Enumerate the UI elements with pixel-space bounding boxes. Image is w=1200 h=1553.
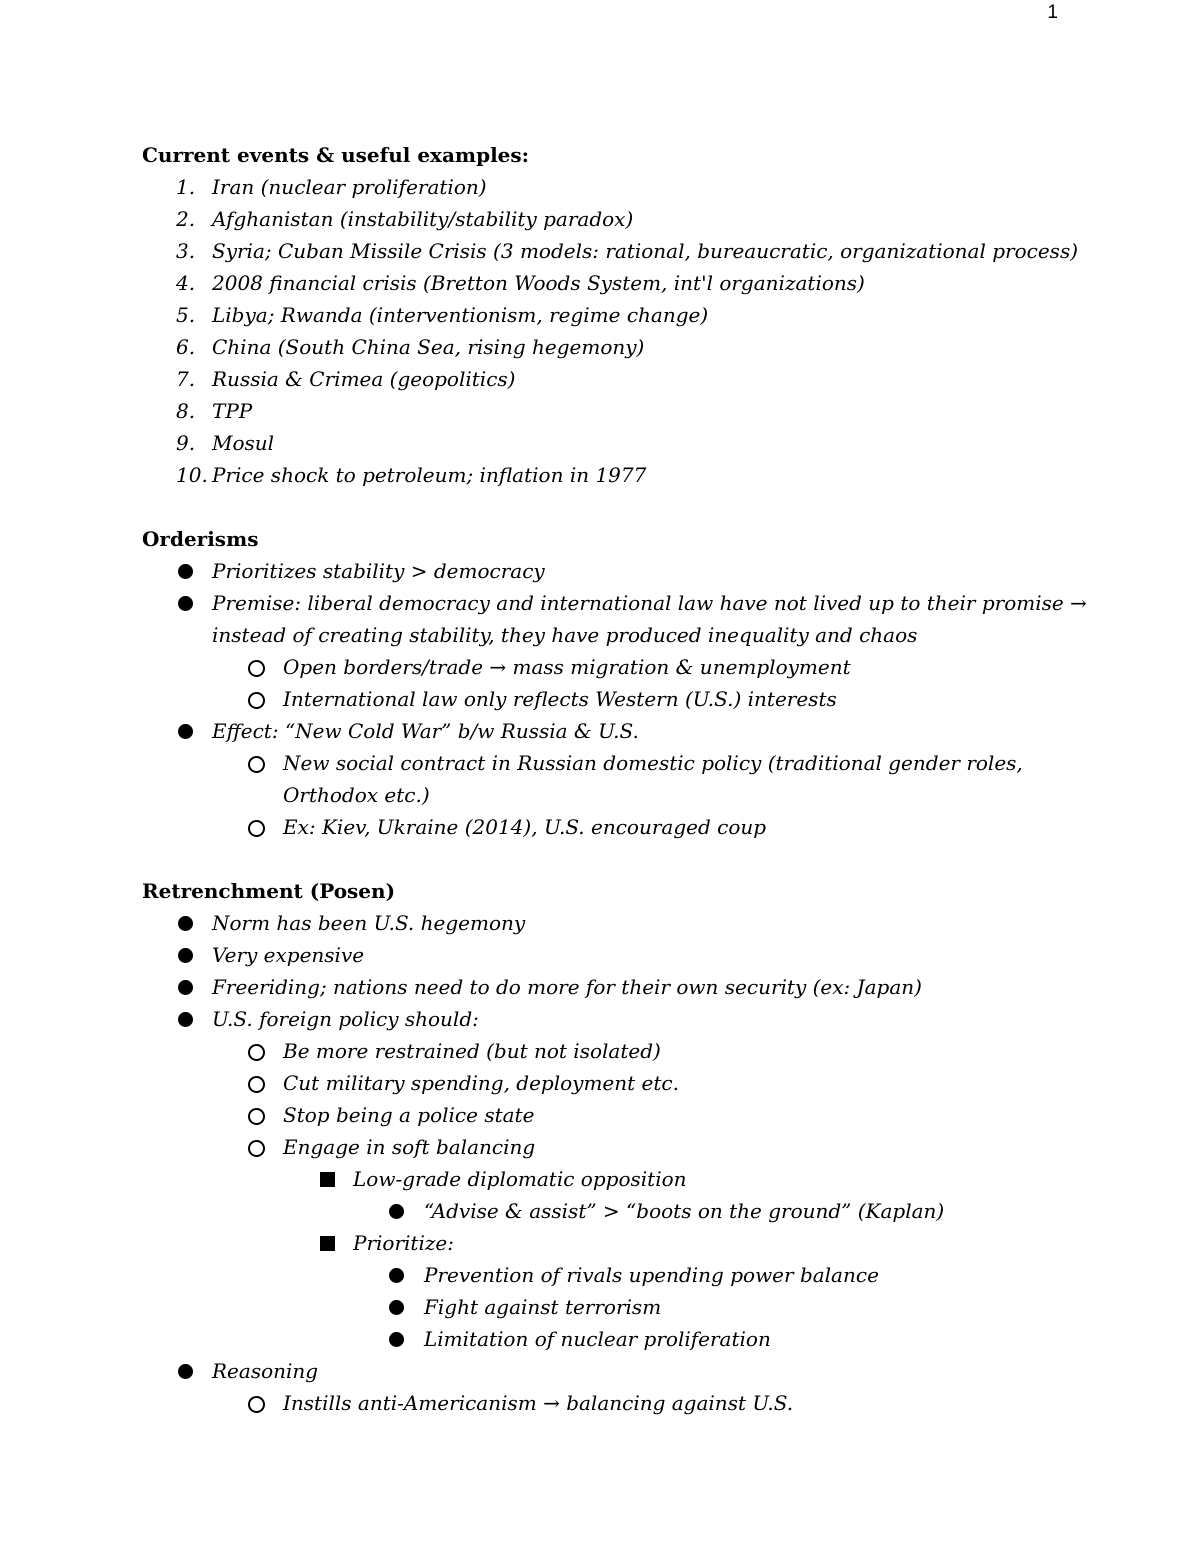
bullet-text: Fight against terrorism — [424, 1295, 662, 1319]
filled-bullet-icon — [389, 1300, 404, 1315]
hollow-bullet-icon — [248, 1140, 265, 1157]
item-number: 4. — [176, 271, 196, 295]
filled-bullet-icon — [389, 1204, 404, 1219]
bullet-item — [142, 939, 1142, 971]
item-number: 10. — [176, 463, 208, 487]
sub-bullet-item-continuation — [142, 779, 1142, 811]
level4-bullet-item — [142, 1195, 1142, 1227]
filled-bullet-icon — [178, 916, 193, 931]
hollow-bullet-icon — [248, 1396, 265, 1413]
numbered-item — [142, 363, 1142, 395]
item-number: 3. — [176, 239, 196, 263]
bullet-text: “Advise & assist” > “boots on the ground” (Kaplan) — [424, 1199, 945, 1223]
bullet-text: Open borders/trade → mass migration & unemployment — [283, 655, 851, 679]
spacer — [142, 843, 1142, 875]
filled-bullet-icon — [389, 1332, 404, 1347]
item-text: 2008 financial crisis (Bretton Woods System, int'l organizations) — [212, 271, 865, 295]
bullet-text: Cut military spending, deployment etc. — [283, 1071, 679, 1095]
filled-bullet-icon — [178, 1012, 193, 1027]
hollow-bullet-icon — [248, 1044, 265, 1061]
bullet-item — [142, 971, 1142, 1003]
bullet-text: Engage in soft balancing — [283, 1135, 536, 1159]
item-number: 1. — [176, 175, 196, 199]
item-text: Price shock to petroleum; inflation in 1977 — [212, 463, 647, 487]
bullet-text: Ex: Kiev, Ukraine (2014), U.S. encouraged coup — [283, 815, 767, 839]
document-body — [142, 139, 1142, 1419]
hollow-bullet-icon — [248, 692, 265, 709]
item-text: Afghanistan (instability/stability paradox) — [212, 207, 634, 231]
sub-bullet-item — [142, 747, 1142, 779]
bullet-item — [142, 1355, 1142, 1387]
sub-bullet-item — [142, 1131, 1142, 1163]
item-text: Russia & Crimea (geopolitics) — [212, 367, 516, 391]
filled-bullet-icon — [178, 564, 193, 579]
filled-bullet-icon — [178, 596, 193, 611]
spacer — [142, 491, 1142, 523]
numbered-item — [142, 427, 1142, 459]
bullet-text: Low-grade diplomatic opposition — [353, 1167, 687, 1191]
filled-bullet-icon — [178, 1364, 193, 1379]
bullet-item — [142, 715, 1142, 747]
numbered-item — [142, 267, 1142, 299]
level4-bullet-item — [142, 1323, 1142, 1355]
sub-bullet-item — [142, 811, 1142, 843]
sub-bullet-item — [142, 1099, 1142, 1131]
bullet-item — [142, 1003, 1142, 1035]
filled-bullet-icon — [178, 724, 193, 739]
bullet-text: Effect: “New Cold War” b/w Russia & U.S. — [212, 719, 639, 743]
filled-bullet-icon — [178, 948, 193, 963]
bullet-text: U.S. foreign policy should: — [212, 1007, 479, 1031]
hollow-bullet-icon — [248, 660, 265, 677]
item-number: 7. — [176, 367, 196, 391]
numbered-item — [142, 235, 1142, 267]
bullet-text: Prioritizes stability > democracy — [212, 559, 545, 583]
bullet-text: instead of creating stability, they have produced inequality and chaos — [212, 623, 918, 647]
bullet-item — [142, 907, 1142, 939]
sub-sub-bullet-item — [142, 1163, 1142, 1195]
item-number: 6. — [176, 335, 196, 359]
numbered-item — [142, 171, 1142, 203]
hollow-bullet-icon — [248, 1108, 265, 1125]
bullet-text: Freeriding; nations need to do more for their own security (ex: Japan) — [212, 975, 922, 999]
item-number: 9. — [176, 431, 196, 455]
sub-bullet-item — [142, 1387, 1142, 1419]
hollow-bullet-icon — [248, 1076, 265, 1093]
sub-sub-bullet-item — [142, 1227, 1142, 1259]
sub-bullet-item — [142, 651, 1142, 683]
bullet-text: Prioritize: — [353, 1231, 454, 1255]
numbered-item — [142, 299, 1142, 331]
bullet-text: Instills anti-Americanism → balancing against U.S. — [283, 1391, 794, 1415]
numbered-item — [142, 395, 1142, 427]
bullet-text: Prevention of rivals upending power balance — [424, 1263, 879, 1287]
page-number: 1 — [1047, 2, 1058, 23]
filled-bullet-icon — [389, 1268, 404, 1283]
item-number: 2. — [176, 207, 196, 231]
item-number: 5. — [176, 303, 196, 327]
sub-bullet-item — [142, 683, 1142, 715]
bullet-text: Reasoning — [212, 1359, 319, 1383]
bullet-text: Orthodox etc.) — [283, 783, 430, 807]
section-heading-current-events: Current events & useful examples: — [142, 143, 530, 167]
bullet-text: Very expensive — [212, 943, 365, 967]
hollow-bullet-icon — [248, 820, 265, 837]
level4-bullet-item — [142, 1291, 1142, 1323]
filled-bullet-icon — [178, 980, 193, 995]
square-bullet-icon — [320, 1236, 335, 1251]
item-text: Syria; Cuban Missile Crisis (3 models: rational, bureaucratic, organizational process) — [212, 239, 1079, 263]
item-number: 8. — [176, 399, 196, 423]
bullet-text: Limitation of nuclear proliferation — [424, 1327, 771, 1351]
item-text: Libya; Rwanda (interventionism, regime change) — [212, 303, 709, 327]
bullet-text: Premise: liberal democracy and international law have not lived up to their promise → — [212, 591, 1087, 615]
numbered-item — [142, 203, 1142, 235]
section-heading-orderisms: Orderisms — [142, 527, 259, 551]
section-heading-retrenchment: Retrenchment (Posen) — [142, 879, 396, 903]
item-text: Iran (nuclear proliferation) — [212, 175, 487, 199]
item-text: Mosul — [212, 431, 275, 455]
item-text: China (South China Sea, rising hegemony) — [212, 335, 645, 359]
bullet-text: Norm has been U.S. hegemony — [212, 911, 526, 935]
square-bullet-icon — [320, 1172, 335, 1187]
sub-bullet-item — [142, 1035, 1142, 1067]
numbered-item — [142, 459, 1142, 491]
bullet-text: New social contract in Russian domestic policy (traditional gender roles, — [283, 751, 1023, 775]
numbered-item — [142, 331, 1142, 363]
level4-bullet-item — [142, 1259, 1142, 1291]
bullet-text: Stop being a police state — [283, 1103, 535, 1127]
hollow-bullet-icon — [248, 756, 265, 773]
bullet-item-continuation — [142, 619, 1142, 651]
bullet-text: Be more restrained (but not isolated) — [283, 1039, 661, 1063]
bullet-item — [142, 555, 1142, 587]
sub-bullet-item — [142, 1067, 1142, 1099]
bullet-item — [142, 587, 1142, 619]
item-text: TPP — [212, 399, 253, 423]
bullet-text: International law only reflects Western (U.S.) interests — [283, 687, 837, 711]
